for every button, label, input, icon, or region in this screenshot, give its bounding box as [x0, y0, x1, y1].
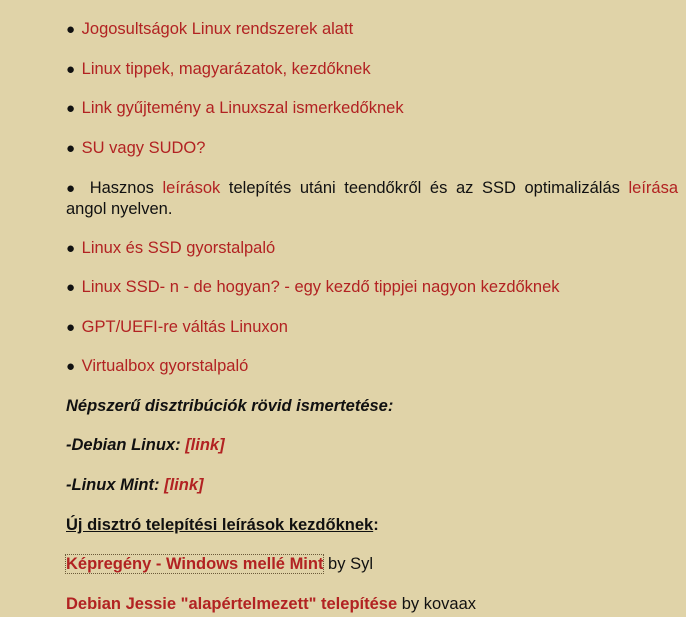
- mint-line: [66, 475, 678, 495]
- link-linux-ssd-hogyan[interactable]: Linux SSD- n - de hogyan? - egy kezdő tippjei nagyon kezdőknek: [81, 278, 560, 296]
- bullet: ●: [66, 319, 76, 336]
- bullet: ●: [66, 180, 80, 197]
- link-jogosultsagok[interactable]: Jogosultságok Linux rendszerek alatt: [81, 20, 354, 38]
- list-item: [66, 356, 678, 377]
- bullet: ●: [66, 21, 76, 38]
- link-link-gyujtemeny[interactable]: Link gyűjtemény a Linuxszal ismerkedőknek: [81, 99, 404, 117]
- hasznos-text-before: Hasznos: [89, 179, 163, 197]
- link-leirasok[interactable]: leírások: [162, 179, 221, 197]
- install-item: [66, 594, 678, 614]
- list-item: [66, 277, 678, 298]
- link-debian-jessie[interactable]: Debian Jessie "alapértelmezett" telepítése: [66, 595, 398, 613]
- link-kepregeny[interactable]: Képregény - Windows mellé Mint: [66, 555, 324, 573]
- bullet: ●: [66, 240, 76, 257]
- list-item: [66, 238, 678, 259]
- install-heading-line: [66, 515, 678, 535]
- bullet: ●: [66, 140, 76, 157]
- distro-heading: Népszerű disztribúciók rövid ismertetése:: [66, 397, 394, 415]
- bullet: ●: [66, 279, 76, 296]
- hasznos-text-after: angol nyelven.: [66, 200, 173, 218]
- list-item: [66, 59, 678, 80]
- bullet: ●: [66, 61, 76, 78]
- install-item-author: by Syl: [323, 555, 373, 573]
- link-gpt-uefi[interactable]: GPT/UEFI-re váltás Linuxon: [81, 318, 288, 336]
- bullet: ●: [66, 100, 76, 117]
- list-item: [66, 19, 678, 40]
- debian-label: -Debian Linux:: [66, 436, 181, 454]
- hasznos-paragraph: [66, 178, 678, 219]
- list-item: [66, 317, 678, 338]
- link-su-vagy-sudo[interactable]: SU vagy SUDO?: [81, 139, 206, 157]
- debian-link[interactable]: [link]: [185, 436, 225, 454]
- install-item: [66, 554, 678, 574]
- hasznos-text-middle: telepítés utáni teendőkről és az SSD optimalizálás: [220, 179, 629, 197]
- link-virtualbox[interactable]: Virtualbox gyorstalpaló: [81, 357, 249, 375]
- mint-link[interactable]: [link]: [164, 476, 204, 494]
- link-linux-es-ssd[interactable]: Linux és SSD gyorstalpaló: [81, 239, 276, 257]
- link-leirasa[interactable]: leírása: [628, 179, 679, 197]
- link-linux-tippek[interactable]: Linux tippek, magyarázatok, kezdőknek: [81, 60, 371, 78]
- debian-line: [66, 435, 678, 455]
- bullet: ●: [66, 358, 76, 375]
- list-item: [66, 98, 678, 119]
- list-item: [66, 138, 678, 159]
- install-heading-colon: :: [373, 516, 379, 534]
- install-item-author: by kovaax: [397, 595, 477, 613]
- mint-label: -Linux Mint:: [66, 476, 160, 494]
- install-heading: Új disztró telepítési leírások kezdőknek: [66, 516, 374, 534]
